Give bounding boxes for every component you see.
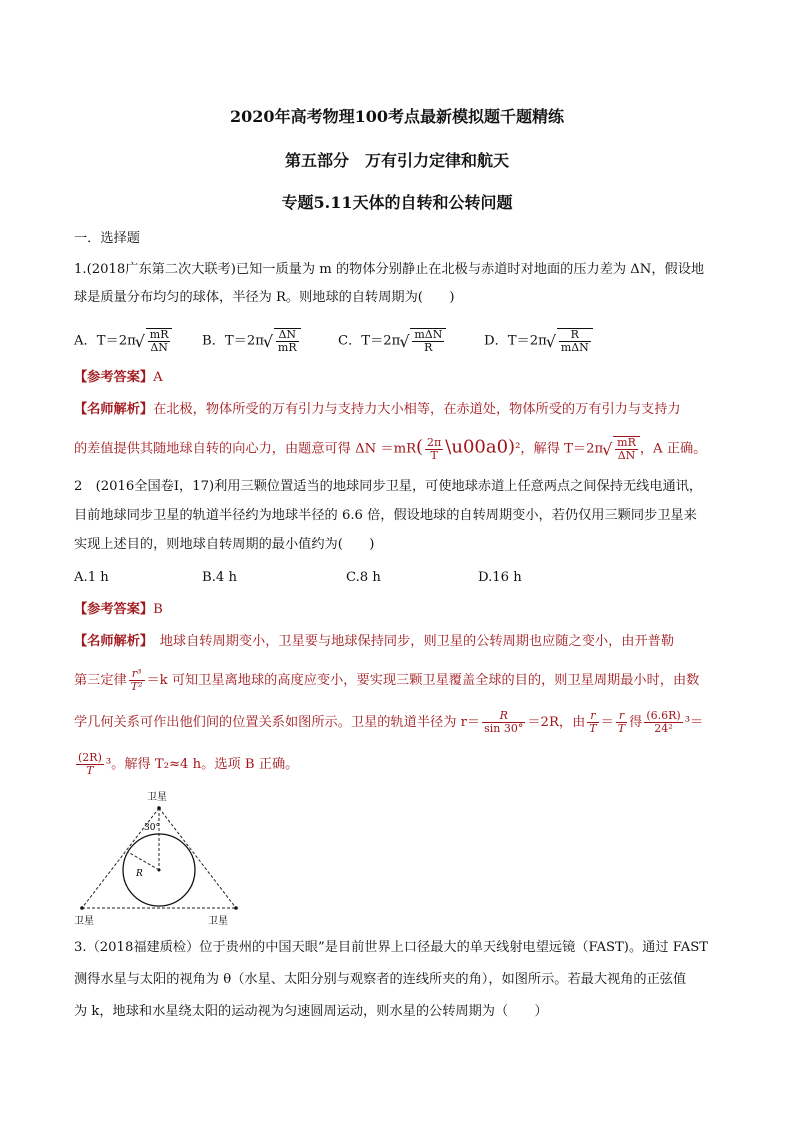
q1-answer-label: 【参考答案】 xyxy=(74,370,154,385)
satellite-top-dot xyxy=(157,806,161,810)
q1-option-c-den: R xyxy=(424,341,433,354)
q3-stem-line2: 测得水星与太阳的视角为 θ（水星、太阳分别与观察者的连线所夹的角），如图所示。若最大视角的正弦值 xyxy=(74,972,687,987)
angle-label: 30° xyxy=(144,823,160,833)
q2-stem-line2: 目前地球同步卫星的轨道半径约为地球半径的 6.6 倍，假设地球的自转周期变小，若仍仅用三颗同步卫星来 xyxy=(74,508,697,523)
q1-analysis-line2: 的差值提供其随地球自转的向心力，由题意可得 ΔN ＝mR( $\frac{2\pi}{T}$ \u00a0)²，解得 T＝2π √ $\frac{mR}{\Delta N}$ ，A 正确。 xyxy=(74,436,706,462)
q1-option-d-sqrt xyxy=(547,328,593,354)
q2-stem-line1: 2 (2016全国卷Ⅰ，17)利用三颗位置适当的地球同步卫星，可使地球赤道上任意两点之间保持无线电通讯， xyxy=(74,479,703,494)
q2-answer-label: 【参考答案】 xyxy=(74,602,154,617)
q2-ratio3-den: 24² xyxy=(654,722,673,735)
q1-analysis-label: 【名师解析】 xyxy=(74,402,154,417)
q1-option-d-num: √ R xyxy=(559,329,591,342)
q2-option-d: D.16 h xyxy=(478,570,522,585)
q1-analysis-sqrt-num: √ mR xyxy=(617,436,636,449)
q1-answer-value: A xyxy=(153,370,163,385)
q2-option-a: A.1 h xyxy=(74,570,109,585)
q1-analysis-text2b: ²，解得 T＝2π xyxy=(515,441,604,457)
radius-line xyxy=(128,852,159,870)
q2-analysis-text3d: 得 xyxy=(629,715,643,730)
q1-option-d-text: D．T＝2π xyxy=(484,333,547,349)
q1-option-c-num: √ mΔN xyxy=(414,328,443,341)
q1-option-b-sqrt xyxy=(264,328,301,354)
q1-option-b xyxy=(202,328,301,354)
q2-analysis-text4a: ³ xyxy=(105,757,112,772)
q1-analysis-text2a: 的差值提供其随地球自转的向心力，由题意可得 ΔN ＝mR xyxy=(74,441,417,457)
q1-option-d-den: mΔN xyxy=(560,341,589,354)
q1-option-d xyxy=(484,328,593,354)
q2-analysis-line4 xyxy=(74,752,298,777)
q2-analysis-text4b: 。解得 T₂≈4 h。选项 B 正确。 xyxy=(111,757,299,772)
q2-analysis-text3a: 学几何关系可作出他们间的位置关系如图所示。卫星的轨道半径为 r＝ xyxy=(74,715,481,730)
q2-option-b: B.4 h xyxy=(202,570,237,585)
satellite-top-label: 卫星 xyxy=(147,792,167,803)
q2-analysis-line2 xyxy=(74,668,699,693)
q2-analysis-text3e: ³＝ xyxy=(684,715,704,730)
q1-analysis-text2c: ，A 正确。 xyxy=(639,441,707,457)
radius-label: R xyxy=(136,869,143,879)
q2-analysis-text1: 地球自转周期变小，卫星要与地球保持同步，则卫星的公转周期也应随之变小，由开普勒 xyxy=(146,634,675,649)
q3-stem-line3: 为 k，地球和水星绕太阳的运动视为匀速圆周运动，则水星的公转周期为（ ） xyxy=(74,1004,548,1019)
q2-radius-num: R xyxy=(482,710,525,723)
q1-option-c-sqrt xyxy=(400,328,446,354)
q2-ratio2-den: T xyxy=(617,722,626,735)
q2-final-num: (2R) xyxy=(78,751,102,764)
q1-analysis-sqrt-den: ΔN xyxy=(617,449,636,462)
topic-title: 专题5.11天体的自转和公转问题 xyxy=(281,193,513,212)
q2-analysis-label: 【名师解析】 xyxy=(74,634,147,649)
q2-kepler-den: T² xyxy=(130,680,143,693)
q2-radius-den: sin 30° xyxy=(484,722,524,735)
q2-analysis-text2a: 第三定律 xyxy=(74,673,127,688)
q2-option-c: C.8 h xyxy=(346,570,381,585)
q1-analysis-sqrt xyxy=(603,436,640,462)
q2-ratio2-num: r xyxy=(616,710,627,723)
document-title: 2020年高考物理100考点最新模拟题千题精练 xyxy=(230,107,564,126)
q1-option-a xyxy=(74,328,172,354)
q1-option-a-den: ΔN xyxy=(150,341,168,354)
q1-answer xyxy=(74,368,163,388)
q1-stem-line1: 1.(2018广东第二次大联考)已知一质量为 m 的物体分别静止在北极与赤道时对地面的压力差为 ΔN，假设地 xyxy=(74,262,705,277)
q2-kepler-num: r³ xyxy=(129,668,145,681)
q1-analysis-frac-num: 2π xyxy=(427,435,442,449)
q2-answer xyxy=(74,600,163,620)
q2-analysis-text3c: ＝ xyxy=(600,715,614,730)
q1-option-c xyxy=(338,328,446,354)
q2-analysis-line1 xyxy=(74,632,674,652)
q1-option-b-text: B．T＝2π xyxy=(202,333,264,349)
satellite-right-label: 卫星 xyxy=(208,916,228,927)
part-title: 第五部分 万有引力定律和航天 xyxy=(284,151,509,170)
q2-final-den: T xyxy=(86,764,94,777)
q1-option-b-num: √ ΔN xyxy=(276,329,299,342)
section-heading: 一．选择题 xyxy=(74,231,140,246)
q2-answer-value: B xyxy=(153,602,163,617)
triangle-right-edge xyxy=(159,808,236,908)
q2-ratio1-num: r xyxy=(587,710,598,723)
q1-option-a-text: A．T＝2π xyxy=(74,333,136,349)
q1-analysis-text1: 在北极，物体所受的万有引力与支持力大小相等，在赤道处，物体所受的万有引力与支持力 xyxy=(153,402,681,417)
q1-stem-line2: 球是质量分布均匀的球体，半径为 R。则地球的自转周期为( ) xyxy=(74,290,455,305)
satellite-left-dot xyxy=(80,906,84,910)
satellite-triangle-diagram xyxy=(70,786,250,930)
q1-analysis-line1 xyxy=(74,400,681,420)
q1-option-a-num: √ mR xyxy=(149,328,169,341)
q2-analysis-text3b: ＝2R，由 xyxy=(527,715,586,730)
earth-center-dot xyxy=(158,869,161,872)
q1-analysis-frac-den: T xyxy=(430,448,438,462)
q2-ratio1-den: T xyxy=(589,722,597,735)
q2-ratio3-num: (6.6R) xyxy=(646,709,681,722)
q2-analysis-text2b: ＝k 可知卫星离地球的高度应变小，要实现三颗卫星覆盖全球的目的，则卫星周期最小时，由数 xyxy=(146,673,700,688)
q1-option-c-text: C．T＝2π xyxy=(338,333,401,349)
q1-option-a-sqrt xyxy=(136,328,173,354)
q1-option-b-den: mR xyxy=(277,341,297,354)
q2-analysis-line3 xyxy=(74,710,703,735)
satellite-right-dot xyxy=(234,906,238,910)
q3-stem-line1: 3.（2018福建质检）位于贵州的中国天眼”是目前世界上口径最大的单天线射电望远镜（FAST)。通过 FAST xyxy=(74,940,709,955)
satellite-left-label: 卫星 xyxy=(74,916,94,927)
q2-stem-line3: 实现上述目的，则地球自转周期的最小值约为( ) xyxy=(74,537,375,552)
